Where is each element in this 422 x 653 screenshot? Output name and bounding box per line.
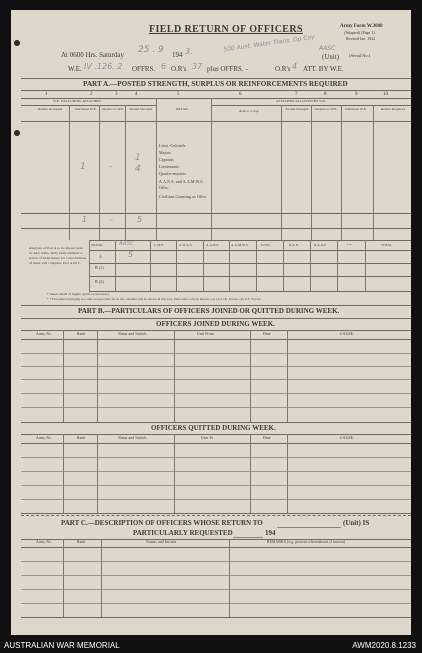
- col-number: 2: [90, 92, 93, 97]
- sub-row-a: A: [99, 254, 102, 259]
- col-line: [101, 539, 102, 617]
- col-number: 6: [239, 92, 242, 97]
- part-c-heading: PART C.—DESCRIPTION OF OFFICERS WHOSE RETURN TO: [61, 519, 263, 527]
- year-label: 194: [172, 51, 183, 59]
- footer-accession-number: AWM2020.8.1233: [352, 641, 416, 650]
- rule: [21, 105, 156, 106]
- row-line: [21, 471, 411, 472]
- total-surplus-handwritten: -: [110, 215, 113, 224]
- col-line: [373, 105, 374, 240]
- we-handwritten: IV .126. 2: [84, 62, 123, 71]
- rule: [21, 213, 411, 214]
- unit-handwritten: 500 Aust. Water Trans. Op Coy: [222, 33, 316, 54]
- col-header-deficient: Deficient W.E.: [75, 107, 97, 111]
- quitted-col-date: Date: [263, 436, 271, 440]
- army-form-number: Army Form W.3008: [340, 24, 383, 29]
- rule: [21, 228, 411, 229]
- ors-label: O.R's: [171, 65, 187, 73]
- col-number: 4: [135, 92, 138, 97]
- time-label: At 0600 Hrs. Saturday: [61, 51, 124, 59]
- col-header-att-surplus: Surplus to W.E.: [314, 107, 338, 111]
- part-c-col-remarks: REMARKS (e.g. present whereabouts if known): [267, 540, 346, 544]
- rule: [21, 318, 411, 319]
- sub-col-raaf: R.A.A.F.: [314, 243, 327, 247]
- col-header-posted: Posted Strength: [129, 107, 153, 111]
- quitted-col-name: Name and Initials: [118, 436, 147, 440]
- sub-col-aans: A.A.N.S.: [206, 243, 220, 247]
- col-header-att-deficient: Deficient W.E.: [345, 107, 367, 111]
- joined-heading: OFFICERS JOINED DURING WEEK.: [156, 320, 275, 328]
- col-line: [174, 434, 175, 513]
- punch-hole: [14, 130, 20, 136]
- revised-label: Revised Jan. 1942: [346, 36, 376, 41]
- sub-col-other: * *: [347, 243, 352, 247]
- serial-label: (Serial No.): [349, 53, 371, 58]
- row-line: [21, 575, 411, 576]
- col-line: [281, 105, 282, 240]
- col-line: [250, 330, 251, 422]
- rule: [21, 617, 411, 618]
- we-excl-header: W.E. EXCLUDING ATTACHED: [53, 99, 101, 103]
- col-line: [229, 539, 230, 617]
- col-number: 3: [115, 92, 118, 97]
- rule: [21, 434, 411, 435]
- rule: [21, 443, 411, 444]
- sub-col-detail: DETAIL: [91, 243, 104, 247]
- part-b-heading: PART B.—PARTICULARS OF OFFICERS JOINED OR QUITTED DURING WEEK.: [78, 307, 340, 315]
- att-ors-label: O.R's: [275, 65, 291, 73]
- surplus-handwritten: -: [109, 162, 113, 172]
- joined-col-name: Name and Initials: [118, 332, 147, 336]
- offrs-handwritten: 6: [161, 62, 167, 71]
- rule: [89, 250, 411, 251]
- detail-row: Captains: [159, 157, 174, 162]
- col-line: [229, 240, 230, 292]
- row-line: [21, 353, 411, 354]
- row-line: [21, 407, 411, 408]
- part-c-unit-label: (Unit) IS: [343, 519, 370, 527]
- analysis-note: Analysis of Part A to be shown here by ALL units. Only units entitled to rein'ts of Indications for consolidation of them will complete Part A III C.: [29, 246, 87, 265]
- col-line: [337, 240, 338, 292]
- detail-row: Quarter-masters: [159, 171, 187, 176]
- joined-col-date: Date: [263, 332, 271, 336]
- col-line: [365, 240, 366, 292]
- row-line: [21, 603, 411, 604]
- col-line: [283, 240, 284, 292]
- adapted-label: (Adapted) (Page 1).: [344, 30, 376, 35]
- col-number: 10: [383, 92, 388, 97]
- sub-row-b1: B.(1): [95, 265, 104, 270]
- sub-col-ran: R.A.N.: [289, 243, 300, 247]
- deficient-handwritten: 1: [80, 162, 86, 172]
- sub-col-awas: A.W.A.S.: [179, 243, 193, 247]
- row-line: [21, 485, 411, 486]
- col-line: [176, 240, 177, 292]
- rule: [21, 330, 411, 331]
- col-line: [115, 240, 116, 292]
- archive-footer: [0, 637, 422, 653]
- rule: [21, 121, 411, 122]
- col-line: [287, 434, 288, 513]
- sub-row-b2: B.(2): [95, 279, 104, 284]
- part-a-heading: PART A.—POSTED STRENGTH, SURPLUS OR REINFORCEMENTS REQUIRED: [83, 80, 348, 88]
- row-line: [21, 561, 411, 562]
- punch-hole: [14, 40, 20, 46]
- rule: [21, 422, 411, 423]
- col-header-att-posted: Posted Strength: [285, 107, 309, 111]
- quitted-col-cause: CAUSE.: [340, 436, 354, 440]
- plus-offrs-label: plus OFFRS. -: [207, 65, 248, 73]
- quitted-col-unit-to: Unit To: [201, 436, 214, 440]
- quitted-col-army-no: Army No.: [36, 436, 53, 440]
- rule: [21, 547, 411, 548]
- part-c-heading-requested: PARTICULARLY REQUESTED: [133, 529, 233, 537]
- col-line: [156, 98, 157, 240]
- col-number: 8: [324, 92, 327, 97]
- rule: [21, 513, 411, 514]
- detail-row: Civilians Counting as Offrs.: [159, 194, 207, 199]
- col-header-reints-accepted: Rein'ts Accepted: [37, 107, 63, 111]
- detail-row: A.A.N.S. and A.A.M.W.S. Offrs.: [159, 179, 204, 190]
- sub-col-cmf: C.M.F.: [154, 243, 165, 247]
- fill-line: [277, 527, 341, 528]
- joined-col-army-no: Army No.: [36, 332, 53, 336]
- col-header-detail: DETAIL: [176, 107, 189, 111]
- rule: [21, 339, 411, 340]
- we-label: W.E.: [68, 65, 82, 73]
- col-line: [250, 434, 251, 513]
- year-handwritten: 3.: [185, 47, 193, 56]
- joined-col-unit-from: Unit From: [197, 332, 214, 336]
- sub-col-aamws: A.A.M.W.S.: [231, 243, 249, 247]
- footnote-1: * Insert detail of higher grade as necessary: [47, 292, 110, 296]
- col-header-reints-required: Rein'ts Required: [380, 107, 406, 111]
- offrs-label: OFFRS.: [132, 65, 156, 73]
- posted-handwritten: 1 4: [135, 153, 141, 174]
- att-by-we-label: ATT. BY W.E.: [303, 65, 344, 73]
- col-line: [341, 105, 342, 240]
- rule: [89, 263, 411, 264]
- footer-institution: AUSTRALIAN WAR MEMORIAL: [4, 641, 120, 650]
- sub-col-total: TOTAL: [381, 243, 393, 247]
- col-line: [63, 330, 64, 422]
- col-line: [63, 434, 64, 513]
- col-line: [287, 330, 288, 422]
- rule: [89, 240, 411, 241]
- quitted-col-rank: Rank: [77, 436, 86, 440]
- part-c-col-army-no: Army No.: [36, 540, 53, 544]
- sub-col-aasc-handwritten: AASC: [119, 241, 134, 247]
- detail-row: Lieut.-Colonels: [159, 143, 186, 148]
- col-number: 5: [177, 92, 180, 97]
- form-sheet: [11, 10, 411, 635]
- total-deficient-handwritten: 1: [82, 215, 88, 224]
- col-line: [89, 240, 90, 292]
- col-number: 1: [45, 92, 48, 97]
- col-line: [99, 105, 100, 240]
- col-line: [63, 539, 64, 617]
- ors-handwritten: 37: [192, 62, 203, 71]
- col-line: [150, 240, 151, 292]
- attached-header: ATTACHED ALLOWED BY W.E.: [276, 99, 327, 103]
- col-line: [97, 434, 98, 513]
- rule: [21, 90, 411, 91]
- col-header-arm-corps: Arm or Corps: [239, 109, 260, 113]
- joined-col-cause: CAUSE.: [340, 332, 354, 336]
- col-line: [211, 98, 212, 240]
- att-handwritten: 4: [292, 62, 298, 71]
- footnote-2: * * Personnel belonging to a unit not provided for in the columns will be shown in this Col. Particulars will be shown, e.g. (1) U.K. Forces, (2) U.S. Forces: [47, 297, 261, 301]
- rule: [21, 78, 411, 79]
- unit-label: (Unit): [322, 53, 340, 61]
- detail-row: Lieutenants: [159, 164, 179, 169]
- part-c-year: 194: [265, 529, 276, 537]
- sub-row-a-value-handwritten: 5: [128, 250, 134, 259]
- col-line: [203, 240, 204, 292]
- row-line: [21, 589, 411, 590]
- col-line: [256, 240, 257, 292]
- part-c-col-rank: Rank: [77, 540, 86, 544]
- col-line: [174, 330, 175, 422]
- row-line: [21, 366, 411, 367]
- col-line: [310, 240, 311, 292]
- rule: [21, 515, 411, 517]
- row-line: [21, 499, 411, 500]
- detail-row: Majors: [159, 150, 171, 155]
- col-line: [97, 330, 98, 422]
- quitted-heading: OFFICERS QUITTED DURING WEEK.: [151, 424, 276, 432]
- rule: [89, 276, 411, 277]
- unit-handwritten-corps: AASC: [319, 45, 336, 52]
- form-title: FIELD RETURN OF OFFICERS: [149, 24, 303, 35]
- date-handwritten: 25 . 9: [138, 45, 164, 55]
- total-posted-handwritten: 5: [137, 215, 143, 224]
- col-number: 9: [355, 92, 358, 97]
- rule: [89, 291, 411, 292]
- col-line: [311, 105, 312, 240]
- row-line: [21, 393, 411, 394]
- rule: [21, 305, 411, 306]
- col-number: 7: [295, 92, 298, 97]
- row-line: [21, 379, 411, 380]
- part-c-col-names: Names and Initials: [146, 540, 177, 544]
- row-line: [21, 457, 411, 458]
- joined-col-rank: Rank: [77, 332, 86, 336]
- sub-col-civil: CIVIL.: [261, 243, 272, 247]
- col-header-surplus: Surplus to W.E.: [101, 107, 125, 111]
- col-line: [69, 105, 70, 240]
- fill-line: [233, 537, 263, 538]
- col-line: [125, 105, 126, 240]
